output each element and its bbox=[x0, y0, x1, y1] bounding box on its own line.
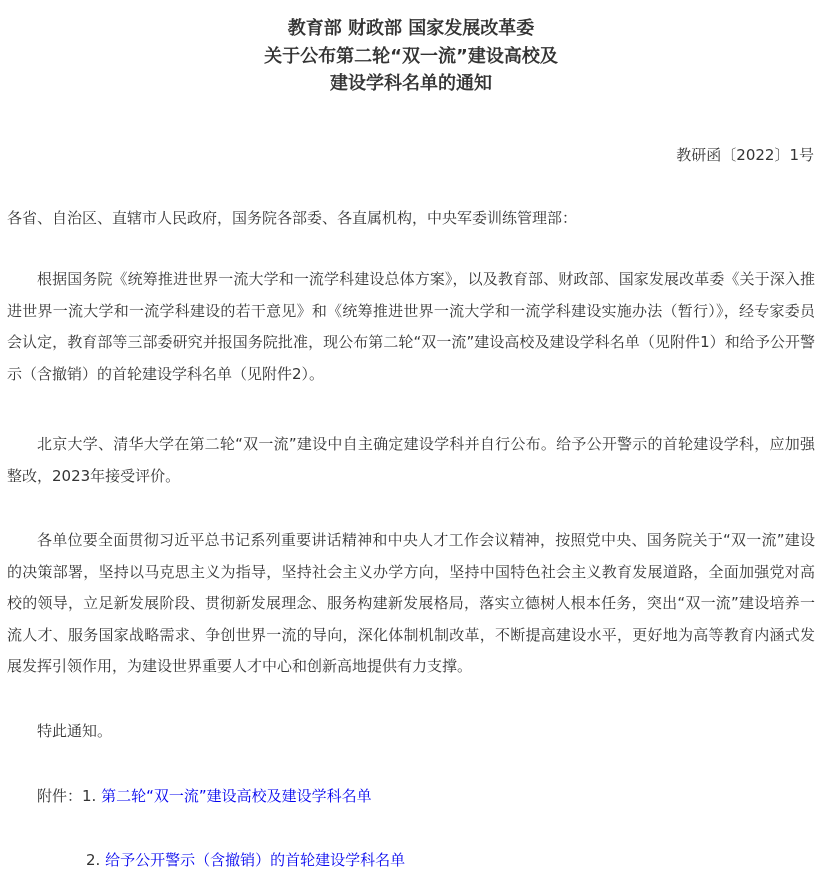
attachment-link-1[interactable]: 第二轮“双一流”建设高校及建设学科名单 bbox=[101, 787, 372, 805]
attachment-item-2 bbox=[86, 850, 405, 870]
closing-remark: 特此通知。 bbox=[37, 722, 113, 740]
title-subject-line-1: 关于公布第二轮“双一流”建设高校及 bbox=[264, 46, 558, 67]
body-paragraph-3: 各单位要全面贯彻习近平总书记系列重要讲话精神和中央人才工作会议精神，按照党中央、国务院关于“双一流”建设的决策部署，坚持以马克思主义为指导，坚持社会主义办学方向，坚持中国特色社会主义教育发展道路，全面加强党对高校的领导，立足新发展阶段、贯彻新发展理念、服务构建新发展格局，落实立德树人根本任务，突出“双一流”建设培养一流人才、服务国家战略需求、争创世界一流的导向，深化体制机制改革，不断提高建设水平，更好地为高等教育内涵式发展发挥引领作用，为建设世界重要人才中心和创新高地提供有力支撑。 bbox=[7, 531, 815, 675]
attachment-number-1: 1. bbox=[82, 787, 102, 805]
body-paragraph-1: 根据国务院《统筹推进世界一流大学和一流学科建设总体方案》，以及教育部、财政部、国家发展改革委《关于深入推进世界一流大学和一流学科建设的若干意见》和《统筹推进世界一流大学和一流学科建设实施办法（暂行）》，经专家委员会认定，教育部等三部委研究并报国务院批准，现公布第二轮“双一流”建设高校及建设学科名单（见附件1）和给予公开警示（含撤销）的首轮建设学科名单（见附件2）。 bbox=[7, 270, 815, 383]
body-paragraph-2: 北京大学、清华大学在第二轮“双一流”建设中自主确定建设学科并自行公布。给予公开警示的首轮建设学科，应加强整改，2023年接受评价。 bbox=[7, 435, 815, 485]
title-issuers: 教育部 财政部 国家发展改革委 bbox=[287, 18, 535, 39]
title-subject-line-2: 建设学科名单的通知 bbox=[330, 73, 492, 94]
attachment-item-1 bbox=[37, 786, 372, 806]
attachment-number-2: 2. bbox=[86, 851, 106, 869]
attachment-prefix: 附件： bbox=[37, 787, 83, 805]
attachment-link-2[interactable]: 给予公开警示（含撤销）的首轮建设学科名单 bbox=[105, 851, 406, 869]
document-number: 教研函〔2022〕1号 bbox=[676, 146, 814, 164]
addressee: 各省、自治区、直辖市人民政府，国务院各部委、各直属机构，中央军委训练管理部： bbox=[7, 209, 578, 227]
